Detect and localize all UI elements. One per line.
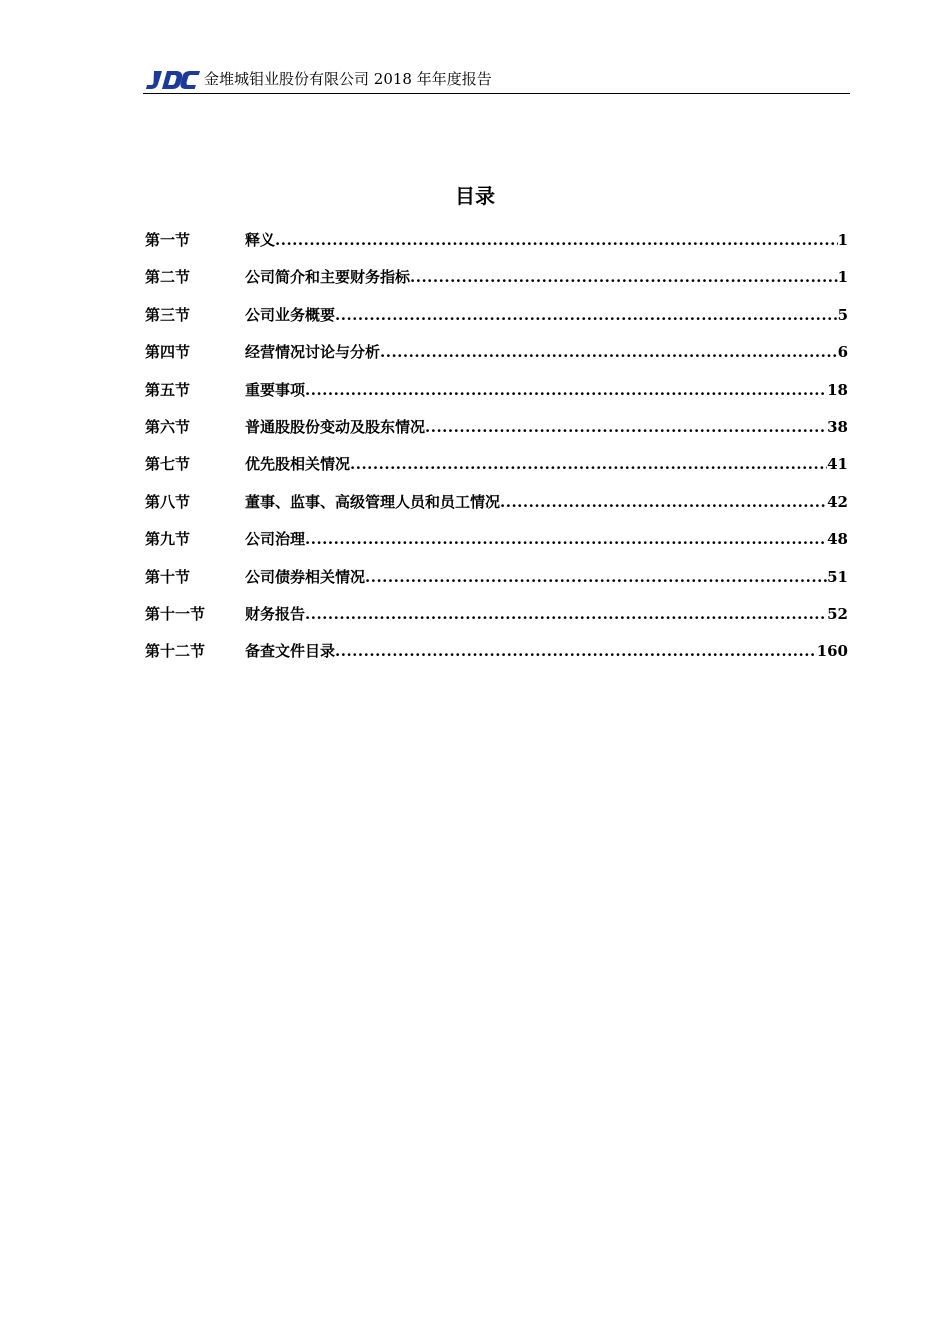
table-of-contents xyxy=(145,229,848,678)
toc-leader-dots xyxy=(305,528,827,550)
toc-section-title: 董事、监事、高级管理人员和员工情况 xyxy=(245,492,501,511)
toc-entry[interactable] xyxy=(145,603,848,640)
toc-leader-dots xyxy=(350,453,827,475)
toc-entry[interactable] xyxy=(145,453,848,490)
toc-leader-dots xyxy=(365,566,827,588)
toc-page-number: 18 xyxy=(827,380,848,399)
toc-page-number: 48 xyxy=(827,530,848,549)
toc-entry[interactable] xyxy=(145,528,848,565)
toc-section-number: 第八节 xyxy=(145,492,191,511)
toc-title: 目录 xyxy=(455,184,495,208)
toc-leader-dots xyxy=(305,603,827,625)
toc-section-title: 释义 xyxy=(245,231,276,249)
header-title: 金堆城钼业股份有限公司 2018 年年度报告 xyxy=(204,70,492,88)
toc-entry[interactable] xyxy=(145,491,848,528)
toc-section-number: 第一节 xyxy=(145,231,191,249)
toc-page-number: 42 xyxy=(827,492,848,511)
toc-section-number: 第七节 xyxy=(145,455,191,474)
toc-section-title: 备查文件目录 xyxy=(245,642,336,661)
toc-leader-dots xyxy=(335,640,817,662)
toc-page-number: 1 xyxy=(837,268,848,287)
toc-entry[interactable] xyxy=(145,416,848,453)
jdc-logo xyxy=(145,68,201,92)
toc-section-title: 财务报告 xyxy=(245,604,306,623)
toc-leader-dots xyxy=(425,416,827,438)
toc-page-number: 1 xyxy=(837,231,848,249)
toc-entry[interactable] xyxy=(145,379,848,416)
toc-leader-dots xyxy=(335,304,838,326)
toc-page-number: 41 xyxy=(827,455,848,474)
toc-section-number: 第十二节 xyxy=(145,642,206,661)
toc-leader-dots xyxy=(275,229,838,251)
toc-section-number: 第二节 xyxy=(145,268,191,287)
toc-section-title: 重要事项 xyxy=(245,380,306,399)
toc-section-number: 第十节 xyxy=(145,567,191,586)
toc-section-number: 第四节 xyxy=(145,343,191,362)
toc-section-title: 普通股股份变动及股东情况 xyxy=(245,417,426,436)
toc-leader-dots xyxy=(305,379,827,401)
toc-section-number: 第十一节 xyxy=(145,604,206,623)
toc-page-number: 51 xyxy=(827,567,848,586)
toc-entry[interactable] xyxy=(145,229,848,266)
toc-leader-dots xyxy=(380,341,838,363)
toc-entry[interactable] xyxy=(145,341,848,378)
toc-section-number: 第三节 xyxy=(145,305,191,324)
toc-entry[interactable] xyxy=(145,566,848,603)
toc-section-number: 第六节 xyxy=(145,417,191,436)
toc-page-number: 38 xyxy=(827,417,848,436)
toc-section-number: 第五节 xyxy=(145,380,191,399)
toc-section-title: 优先股相关情况 xyxy=(245,455,351,474)
toc-entry[interactable] xyxy=(145,266,848,303)
toc-section-title: 公司治理 xyxy=(245,530,306,549)
toc-section-title: 经营情况讨论与分析 xyxy=(245,343,381,362)
toc-section-title: 公司债券相关情况 xyxy=(245,567,366,586)
toc-page-number: 52 xyxy=(827,604,848,623)
toc-page-number: 160 xyxy=(816,642,848,661)
toc-section-number: 第九节 xyxy=(145,530,191,549)
toc-leader-dots xyxy=(500,491,827,513)
page-header xyxy=(143,66,850,94)
toc-section-title: 公司简介和主要财务指标 xyxy=(245,268,411,287)
toc-leader-dots xyxy=(410,266,838,288)
toc-entry[interactable] xyxy=(145,640,848,677)
toc-page-number: 6 xyxy=(837,343,848,362)
toc-section-title: 公司业务概要 xyxy=(245,305,336,324)
toc-entry[interactable] xyxy=(145,304,848,341)
toc-page-number: 5 xyxy=(837,305,848,324)
